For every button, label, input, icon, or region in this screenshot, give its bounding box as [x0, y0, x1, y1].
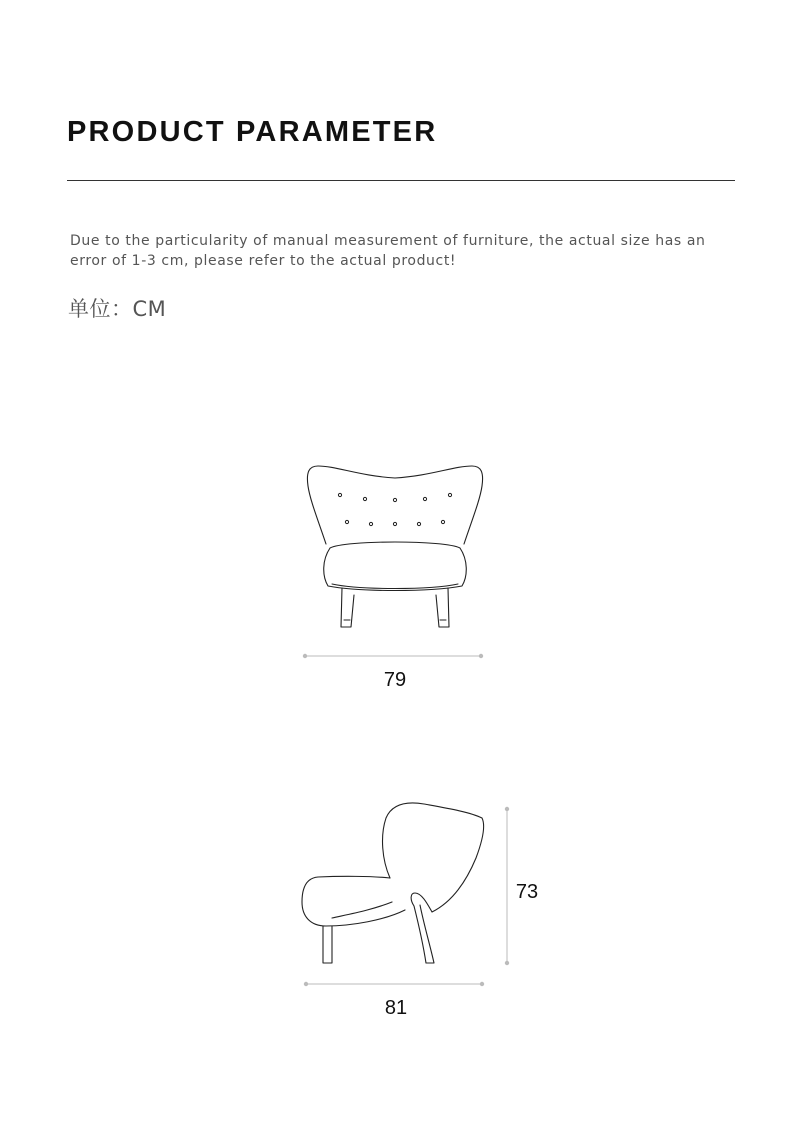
unit-label: 单位：CM	[68, 297, 167, 321]
front-width-dimension	[303, 654, 483, 658]
chair-front-view	[307, 466, 482, 627]
side-depth-label: 81	[384, 997, 408, 1019]
front-width-label: 79	[383, 669, 407, 691]
side-depth-dimension	[304, 982, 484, 986]
tufting-buttons	[338, 493, 451, 525]
measurement-note: Due to the particularity of manual measurement of furniture, the actual size has an error of 1-3 cm, please refer to the actual product!	[70, 233, 706, 269]
page-title: PRODUCT PARAMETER	[67, 116, 438, 148]
side-height-label: 73	[515, 881, 539, 903]
chair-side-view	[302, 803, 484, 963]
